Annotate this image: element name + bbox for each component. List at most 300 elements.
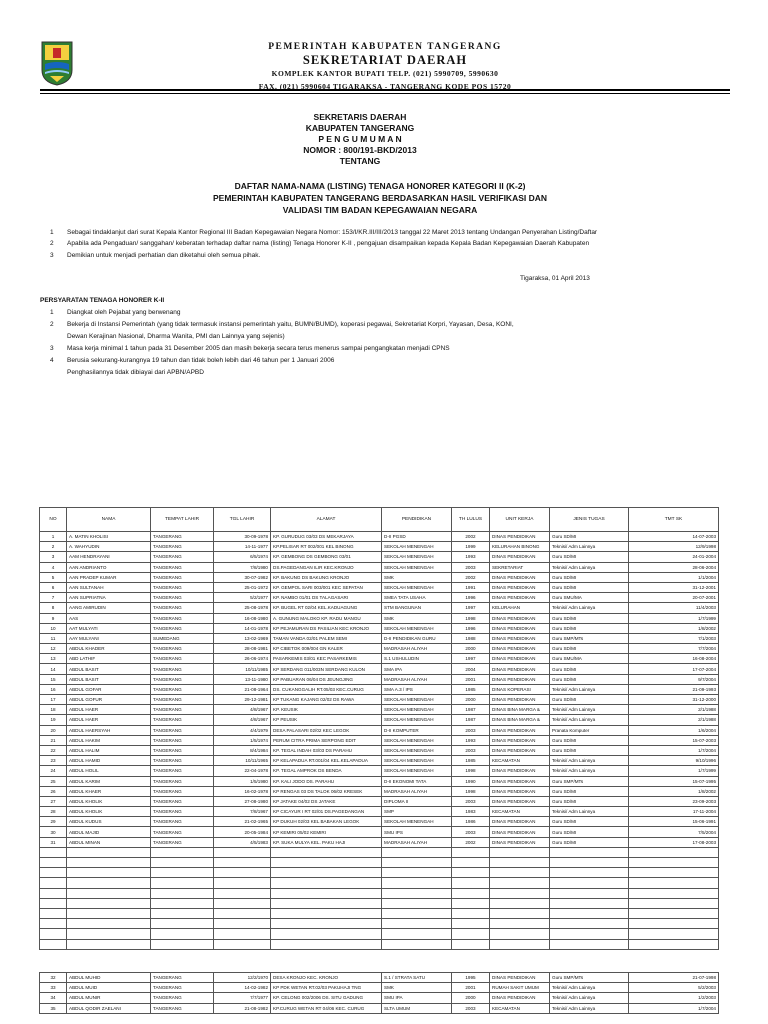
letterhead-divider-thin [40,93,730,94]
cell-nama: ABDUL MAJID [67,827,151,837]
cell-th-lulus: 1993 [452,735,490,745]
cell-nama: AAN ANDRIANTO [67,562,151,572]
cell-tempat-lahir: TANGERANG [151,715,214,725]
cell-jenis-tugas: Guru SMP/MTs [550,973,629,983]
cell-tempat-lahir: TANGERANG [151,807,214,817]
cell-alamat [271,898,382,908]
cell-tgl-lahir: 29-12-1981 [214,695,271,705]
table-row [40,582,719,592]
cell-tmt-sk: 7/5/2004 [629,827,719,837]
cell-pendidikan: SEKOLAH MENENGAH [382,582,452,592]
cell-th-lulus: 1986 [452,817,490,827]
cell-jenis-tugas [550,939,629,949]
cell-tempat-lahir [151,929,214,939]
cell-pendidikan: SMA IPA [382,664,452,674]
cell-jenis-tugas: Teknisi/ Adm Lainnya [550,1003,629,1013]
cell-tempat-lahir: TANGERANG [151,654,214,664]
cell-th-lulus: 1987 [452,715,490,725]
announcement-number: NOMOR : 800/191-BKD/2013 [303,145,417,155]
cell-tgl-lahir [214,908,271,918]
cell-no [40,868,67,878]
cell-nama [67,858,151,868]
document-date: Tigaraksa, 01 April 2013 [520,275,590,282]
cell-nama: ABDUL KHOLIK [67,807,151,817]
cell-th-lulus [452,908,490,918]
cell-unit-kerja [490,858,550,868]
cell-alamat: KP PEJAMURAN DS PASILIAN KEC KRONJO [271,623,382,633]
cell-tgl-lahir: 30-07-1982 [214,572,271,582]
cell-tgl-lahir: 7/8/1967 [214,807,271,817]
cell-jenis-tugas: Guru SD/MI [550,623,629,633]
honorer-table-continued [39,972,719,1014]
government-name: PEMERINTAH KABUPATEN TANGERANG [268,42,502,52]
cell-unit-kerja: DINAS PENDIDIKAN [490,725,550,735]
table-row [40,725,719,735]
cell-tgl-lahir [214,858,271,868]
cell-tmt-sk: 17-07-2004 [629,664,719,674]
cell-tgl-lahir: 30-09-1978 [214,532,271,542]
cell-tmt-sk [629,919,719,929]
cell-pendidikan: SEKOLAH MENENGAH [382,623,452,633]
column-header-tmt-sk: TMT SK [629,508,719,532]
cell-jenis-tugas: Teknisi/ Adm Lainnya [550,983,629,993]
cell-pendidikan [382,898,452,908]
cell-tmt-sk [629,888,719,898]
cell-no: 34 [40,993,67,1003]
cell-no: 19 [40,715,67,725]
column-header-tgl-lahir: TGL LAHIR [214,508,271,532]
cell-tmt-sk: 1/8/2002 [629,786,719,796]
cell-th-lulus: 2002 [452,572,490,582]
cell-nama: ABDUL MINAN [67,837,151,847]
table-row [40,684,719,694]
cell-jenis-tugas: Guru SD/MI [550,613,629,623]
table-row [40,898,719,908]
column-header-unit-kerja: UNIT KERJA [490,508,550,532]
cell-pendidikan: SEKOLAH MENENGAH [382,735,452,745]
table-row [40,796,719,806]
cell-no: 18 [40,705,67,715]
cell-alamat: KP. GURUDUG 03/03 DS MEKARJAYA [271,532,382,542]
cell-unit-kerja: DINAS PENDIDIKAN [490,593,550,603]
cell-th-lulus [452,898,490,908]
cell-th-lulus: 1985 [452,684,490,694]
cell-unit-kerja: KECAMATAN [490,756,550,766]
cell-tgl-lahir: 20-05-1984 [214,827,271,837]
cell-jenis-tugas: Guru SMP/MTs [550,633,629,643]
cell-nama: AAS [67,613,151,623]
cell-jenis-tugas: Teknisi/ Adm Lainnya [550,542,629,552]
cell-no: 31 [40,837,67,847]
cell-pendidikan: STM BANGUNAN [382,603,452,613]
cell-tmt-sk [629,878,719,888]
cell-jenis-tugas: Guru SD/MI [550,572,629,582]
cell-nama: ABD LATHIF [67,654,151,664]
cell-tmt-sk: 24-01-2004 [629,552,719,562]
cell-nama: ABDUL HOLIL [67,766,151,776]
cell-tempat-lahir [151,858,214,868]
cell-tgl-lahir: 7/8/1980 [214,562,271,572]
cell-alamat: KP TUKANG KAJANG 02/02 DS RAWA [271,695,382,705]
cell-alamat: TAMAN VANDA 02/01 PALEM SEMI [271,633,382,643]
cell-nama: ABDUL MUID [67,983,151,993]
cell-tgl-lahir: 21-02-1965 [214,817,271,827]
cell-jenis-tugas: Guru SD/MI [550,796,629,806]
cell-tmt-sk: 12/9/1998 [629,542,719,552]
cell-tmt-sk: 1/6/2004 [629,725,719,735]
cell-jenis-tugas: Teknisi/ Adm Lainnya [550,715,629,725]
cell-pendidikan [382,847,452,857]
cell-th-lulus: 2001 [452,674,490,684]
cell-th-lulus: 1983 [452,807,490,817]
cell-no [40,878,67,888]
column-header-tempat-lahir: TEMPAT LAHIR [151,508,214,532]
cell-pendidikan: MADRASAH ALIYAH [382,674,452,684]
cell-tempat-lahir: TANGERANG [151,582,214,592]
column-header-alamat: ALAMAT [271,508,382,532]
cell-tmt-sk: 2/1/1988 [629,715,719,725]
cell-jenis-tugas: Teknisi/ Adm Lainnya [550,756,629,766]
cell-alamat: DESA PALASARI 02/02 KEC LEGOK [271,725,382,735]
cell-tempat-lahir: TANGERANG [151,756,214,766]
table-header-row [40,508,719,532]
cell-tmt-sk: 20-07-2001 [629,593,719,603]
cell-tempat-lahir [151,888,214,898]
cell-alamat: KP. CELONG 002/2006 DS. SITU GADUNG [271,993,382,1003]
cell-tempat-lahir: TANGERANG [151,572,214,582]
table-row [40,572,719,582]
cell-nama: AAN SUPRIATNA [67,593,151,603]
cell-nama: AAM HENDRAYANI [67,552,151,562]
cell-alamat: KP CICAYUR I RT 02/01 DS.PAGEDANGAN [271,807,382,817]
cell-tmt-sk: 31-12-2000 [629,695,719,705]
cell-no: 12 [40,644,67,654]
cell-nama [67,878,151,888]
cell-nama: AANG AMIRUDIN [67,603,151,613]
cell-no: 16 [40,684,67,694]
cell-tgl-lahir: 4/5/1983 [214,837,271,847]
cell-tempat-lahir [151,868,214,878]
cell-nama: ABDUL KUDUS [67,817,151,827]
cell-jenis-tugas: Guru SD/MI [550,664,629,674]
table-row [40,532,719,542]
cell-unit-kerja: KELURAHAN [490,603,550,613]
cell-th-lulus: 1988 [452,633,490,643]
cell-th-lulus [452,919,490,929]
table-row [40,603,719,613]
cell-tgl-lahir: 14-01-1978 [214,623,271,633]
cell-nama: ABDUL BASIT [67,664,151,674]
cell-jenis-tugas: Guru SMU/MA [550,593,629,603]
cell-no: 8 [40,603,67,613]
title-line: PEMERINTAH KABUPATEN TANGERANG BERDASARKAN HASIL VERIFIKASI DAN [212,193,548,203]
cell-tmt-sk: 5/2/2003 [629,983,719,993]
letterhead-divider [40,89,730,91]
table-row [40,973,719,983]
cell-tempat-lahir: TANGERANG [151,705,214,715]
table-row [40,633,719,643]
cell-pendidikan: S.1 USHULUDIN [382,654,452,664]
cell-tempat-lahir: TANGERANG [151,603,214,613]
cell-no: 29 [40,817,67,827]
cell-unit-kerja: KELURAHAN BINONG [490,542,550,552]
cell-alamat: PASARKEMIS 03/01 KEC PASARKEMIS [271,654,382,664]
cell-tmt-sk: 17-08-2003 [629,837,719,847]
cell-th-lulus: 1991 [452,582,490,592]
cell-tempat-lahir: TANGERANG [151,735,214,745]
cell-nama [67,939,151,949]
cell-alamat: A. GUNUNG MALOKO KP. RADU MANGU [271,613,382,623]
cell-alamat [271,908,382,918]
cell-tempat-lahir: TANGERANG [151,623,214,633]
cell-pendidikan: D-II EKONOMI TATA [382,776,452,786]
table-row [40,868,719,878]
cell-jenis-tugas: Guru SD/MI [550,695,629,705]
cell-alamat: KP. BAKUNG DS BAKUNG KRONJO [271,572,382,582]
cell-tempat-lahir: TANGERANG [151,796,214,806]
cell-jenis-tugas: Teknisi/ Adm Lainnya [550,993,629,1003]
cell-nama: ABDUL HAERSYAH [67,725,151,735]
cell-th-lulus: 2003 [452,796,490,806]
cell-unit-kerja: DINAS PENDIDIKAN [490,613,550,623]
column-header-jenis-tugas: JENIS TUGAS [550,508,629,532]
table-row [40,939,719,949]
cell-th-lulus: 2004 [452,664,490,674]
cell-nama [67,898,151,908]
cell-pendidikan [382,858,452,868]
cell-pendidikan: SEKOLAH MENENGAH [382,562,452,572]
cell-pendidikan: SEKOLAH MENENGAH [382,695,452,705]
cell-tmt-sk [629,868,719,878]
cell-tmt-sk: 15-07-2003 [629,735,719,745]
cell-pendidikan: MADRASAH ALIYAH [382,837,452,847]
cell-tgl-lahir [214,898,271,908]
cell-tmt-sk: 7/1/2003 [629,633,719,643]
cell-tmt-sk: 17-11-2004 [629,807,719,817]
cell-tgl-lahir: 16-02-1978 [214,786,271,796]
cell-tempat-lahir: TANGERANG [151,817,214,827]
cell-no [40,939,67,949]
cell-no: 33 [40,983,67,993]
cell-tempat-lahir: TANGERANG [151,827,214,837]
cell-nama: A. WAHYUDIN [67,542,151,552]
cell-jenis-tugas: Guru SD/MI [550,735,629,745]
cell-jenis-tugas [550,878,629,888]
cell-alamat [271,858,382,868]
cell-pendidikan: SMK [382,572,452,582]
cell-tgl-lahir: 21-08-1964 [214,684,271,694]
table-row [40,705,719,715]
announcement-title [160,180,600,216]
cell-pendidikan: D-II KOMPUTER [382,725,452,735]
cell-pendidikan: SEKOLAH MENENGAH [382,756,452,766]
cell-nama: ABDUL KARIM [67,776,151,786]
cell-tgl-lahir: 7/7/1977 [214,993,271,1003]
cell-jenis-tugas: Guru SD/MI [550,786,629,796]
cell-alamat: KP. GEMPOL SARI 003/001 KEC SEPATAN [271,582,382,592]
table-row [40,817,719,827]
table-row [40,827,719,837]
cell-jenis-tugas [550,898,629,908]
cell-tempat-lahir: TANGERANG [151,993,214,1003]
cell-jenis-tugas [550,929,629,939]
cell-tgl-lahir: 25-08-1978 [214,603,271,613]
cell-tempat-lahir: TANGERANG [151,837,214,847]
cell-tmt-sk: 21-09-1993 [629,684,719,694]
cell-pendidikan [382,908,452,918]
cell-tmt-sk: 14-07-2003 [629,532,719,542]
cell-tmt-sk [629,939,719,949]
table-row [40,735,719,745]
cell-unit-kerja [490,898,550,908]
cell-th-lulus: 1995 [452,973,490,983]
cell-tempat-lahir: TANGERANG [151,542,214,552]
cell-nama [67,908,151,918]
cell-no: 4 [40,562,67,572]
cell-th-lulus: 1998 [452,613,490,623]
table-row [40,552,719,562]
cell-pendidikan: S.1 / STRATA SATU [382,973,452,983]
cell-pendidikan: SMEA TATA USAHA [382,593,452,603]
cell-nama: ABDUL HAER [67,705,151,715]
cell-alamat [271,929,382,939]
cell-tgl-lahir: 5/2/1977 [214,593,271,603]
cell-pendidikan: SEKOLAH MENENGAH [382,705,452,715]
cell-tgl-lahir [214,878,271,888]
cell-alamat: KP. TEGAL AMPROK DS BENDA [271,766,382,776]
cell-th-lulus: 1998 [452,786,490,796]
cell-pendidikan: SLTA UMUM [382,1003,452,1013]
cell-no [40,908,67,918]
cell-th-lulus [452,888,490,898]
cell-tempat-lahir: TANGERANG [151,695,214,705]
cell-jenis-tugas: Guru SMP/MTs [550,776,629,786]
cell-no [40,858,67,868]
cell-no: 32 [40,973,67,983]
cell-tmt-sk [629,898,719,908]
cell-pendidikan [382,868,452,878]
cell-no: 35 [40,1003,67,1013]
cell-alamat: KP KELAPADUA RT.001/04 KEL.KELAPADUA [271,756,382,766]
cell-tgl-lahir: 22-04-1978 [214,766,271,776]
cell-tgl-lahir [214,939,271,949]
cell-unit-kerja: DINAS PENDIDIKAN [490,817,550,827]
cell-unit-kerja: DINAS KOPERASI [490,684,550,694]
cell-th-lulus: 2002 [452,837,490,847]
cell-tgl-lahir [214,929,271,939]
table-row [40,766,719,776]
cell-th-lulus: 1993 [452,552,490,562]
cell-tempat-lahir: TANGERANG [151,983,214,993]
cell-alamat [271,888,382,898]
cell-tgl-lahir: 10/11/1965 [214,756,271,766]
table-row [40,919,719,929]
cell-jenis-tugas: Teknisi/ Adm Lainnya [550,807,629,817]
table-row [40,1003,719,1013]
cell-alamat: KP. GEMBONG DS GEMBONG 03/01 [271,552,382,562]
cell-th-lulus [452,939,490,949]
cell-no: 13 [40,654,67,664]
cell-th-lulus: 2003 [452,562,490,572]
cell-alamat: DESA KRONJO KEC. KRONJO [271,973,382,983]
cell-alamat: KP DUKUH 02/03 KEL BABAKAN LEGOK [271,817,382,827]
cell-tgl-lahir: 14-11-1977 [214,542,271,552]
cell-no: 25 [40,776,67,786]
cell-tmt-sk: 11/4/2003 [629,603,719,613]
cell-jenis-tugas: Guru SD/MI [550,817,629,827]
cell-unit-kerja: DINAS PENDIDIKAN [490,695,550,705]
cell-tgl-lahir: 10/11/1985 [214,664,271,674]
cell-tmt-sk: 7/7/2004 [629,644,719,654]
cell-alamat: KP CIBETOK 009/004 GN KALER [271,644,382,654]
cell-nama: AAY MULYANI [67,633,151,643]
cell-tmt-sk: 15-07-1995 [629,776,719,786]
cell-tmt-sk: 1/8/2002 [629,623,719,633]
cell-th-lulus: 1996 [452,623,490,633]
cell-nama: ABDUL HAMID [67,756,151,766]
cell-tgl-lahir: 28-08-1981 [214,644,271,654]
table-row [40,837,719,847]
title-line: DAFTAR NAMA-NAMA (LISTING) TENAGA HONORER KATEGORI II (K-2) [234,181,526,191]
table-row [40,542,719,552]
cell-alamat: KP KEMIRI 05/02 KEMIRI [271,827,382,837]
table-row [40,715,719,725]
cell-tmt-sk: 1/7/2004 [629,745,719,755]
cell-th-lulus: 1998 [452,766,490,776]
cell-unit-kerja: DINAS PENDIDIKAN [490,623,550,633]
cell-pendidikan [382,919,452,929]
cell-jenis-tugas [550,888,629,898]
cell-nama: AAT MULYATI [67,623,151,633]
cell-unit-kerja: RUMAH SAKIT UMUM [490,983,550,993]
table-row [40,786,719,796]
cell-alamat: KP PABUARAN 06/04 DS JEUNGJING [271,674,382,684]
cell-unit-kerja [490,939,550,949]
cell-th-lulus: 2003 [452,745,490,755]
table-row [40,593,719,603]
cell-tgl-lahir: 4/8/1967 [214,715,271,725]
cell-alamat: KP.CURUG WETAN RT 04/06 KEC. CURUG [271,1003,382,1013]
cell-unit-kerja: DINAS PENDIDIKAN [490,776,550,786]
cell-jenis-tugas: Pranata Komputer [550,725,629,735]
column-header-nama: NAMA [67,508,151,532]
cell-alamat [271,847,382,857]
cell-nama [67,888,151,898]
cell-tgl-lahir: 8/4/1984 [214,745,271,755]
cell-no [40,919,67,929]
cell-unit-kerja: DINAS PENDIDIKAN [490,674,550,684]
cell-alamat: KP PEUSIK [271,715,382,725]
cell-tempat-lahir: TANGERANG [151,562,214,572]
cell-no: 26 [40,786,67,796]
cell-tgl-lahir: 14-02-1982 [214,983,271,993]
cell-no: 2 [40,542,67,552]
cell-unit-kerja: DINAS PENDIDIKAN [490,633,550,643]
cell-tempat-lahir [151,878,214,888]
cell-nama: ABDUL KHAER [67,786,151,796]
cell-tempat-lahir: TANGERANG [151,664,214,674]
cell-alamat: KP. NAMBO 01/01 DS TALAGASARI [271,593,382,603]
cell-th-lulus: 2003 [452,827,490,837]
column-header-no: NO [40,508,67,532]
cell-pendidikan: D-II PGSD [382,532,452,542]
cell-no: 22 [40,745,67,755]
cell-tmt-sk: 1/7/1999 [629,613,719,623]
table-row [40,993,719,1003]
announcement-heading [120,112,600,167]
table-row [40,756,719,766]
cell-tgl-lahir: 4/4/1979 [214,725,271,735]
